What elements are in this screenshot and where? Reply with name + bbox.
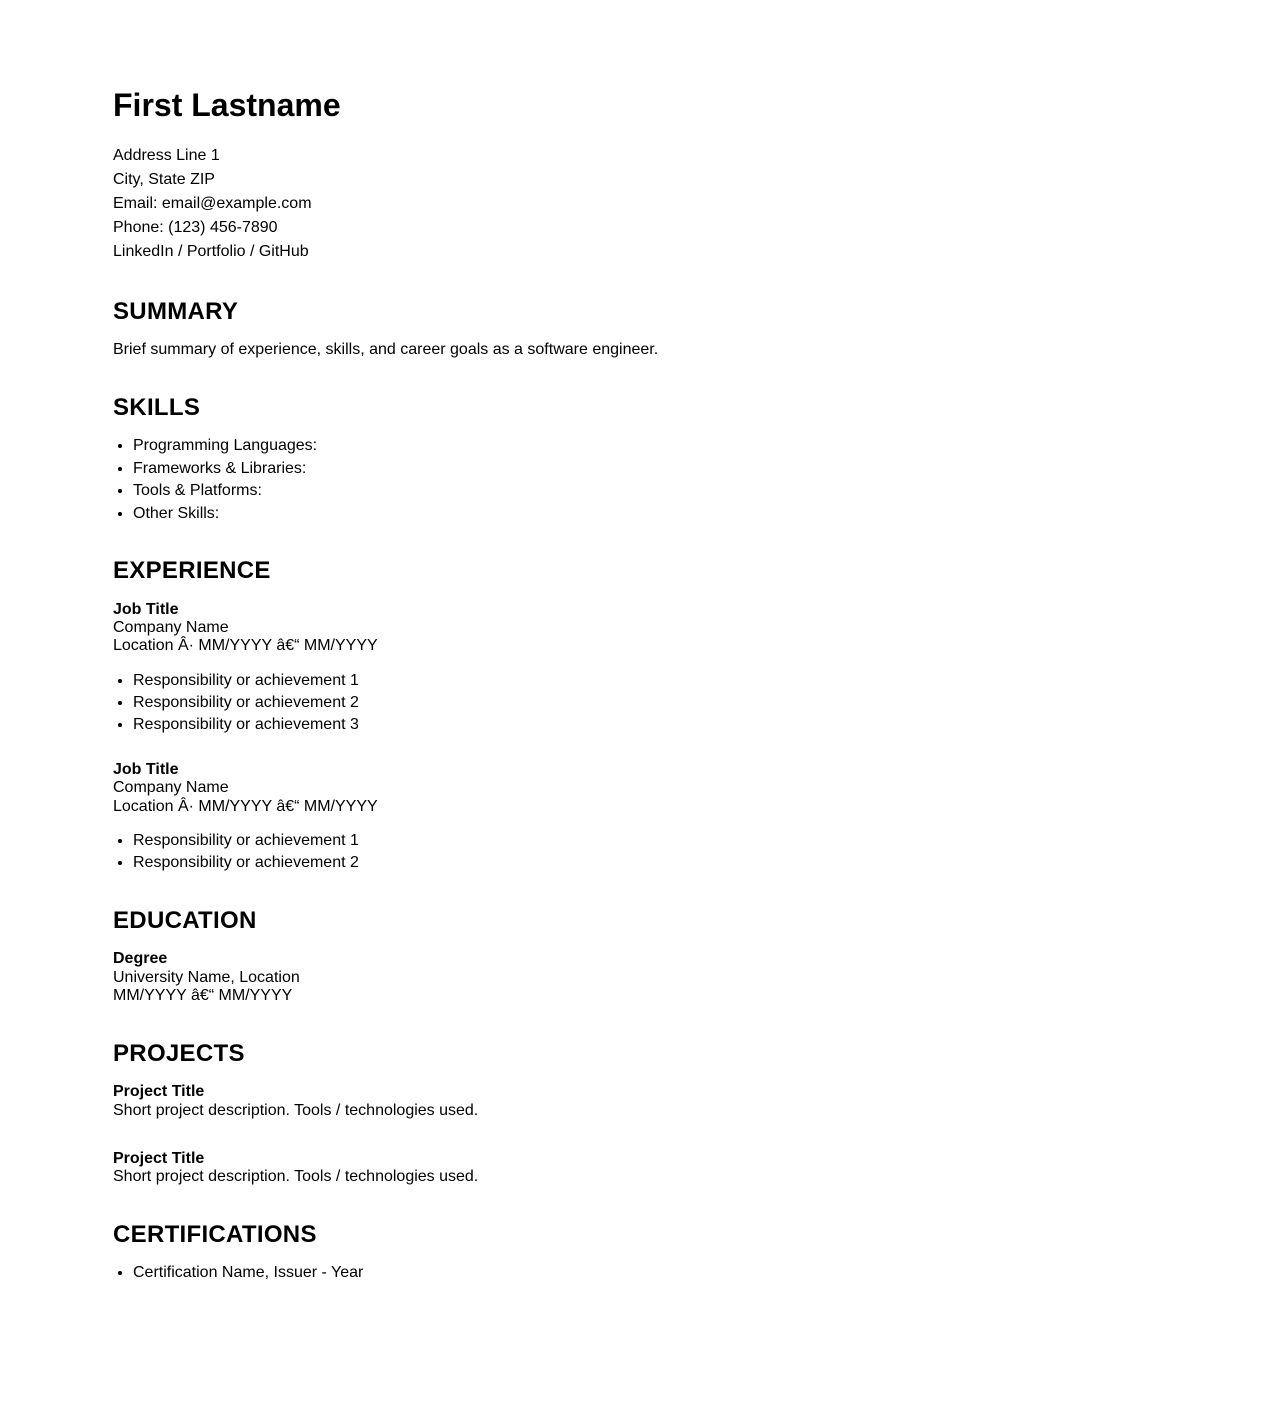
degree-title: Degree	[113, 950, 168, 968]
section-education	[113, 907, 1163, 1006]
company-name: Company Name	[113, 779, 229, 797]
section-projects	[113, 1040, 1163, 1187]
section-experience	[113, 557, 1163, 873]
project-entry	[113, 1083, 1163, 1120]
contact-address-line: Address Line 1	[113, 146, 220, 164]
job-header	[113, 601, 1163, 656]
contact-links: LinkedIn / Portfolio / GitHub	[113, 242, 309, 260]
job-bullet: • Responsibility or achievement 3	[133, 716, 1163, 734]
job-header	[113, 761, 1163, 816]
experience-entry	[113, 761, 1163, 873]
education-dates: MM/YYYY â€“ MM/YYYY	[113, 987, 293, 1005]
summary-heading: SUMMARY	[113, 297, 239, 325]
project-title: Project Title	[113, 1083, 205, 1101]
job-location-dates: Location Â· MM/YYYY â€“ MM/YYYY	[113, 637, 378, 655]
company-name: Company Name	[113, 618, 229, 636]
education-heading: EDUCATION	[113, 906, 257, 934]
skill-item-programming-languages: • Programming Languages:	[133, 437, 1163, 455]
certifications-heading: CERTIFICATIONS	[113, 1220, 317, 1248]
contact-email: Email: email@example.com	[113, 194, 312, 212]
job-bullet: • Responsibility or achievement 1	[133, 672, 1163, 690]
job-bullet: • Responsibility or achievement 1	[133, 832, 1163, 850]
skill-item-tools-platforms: • Tools & Platforms:	[133, 482, 1163, 500]
contact-city-state-zip: City, State ZIP	[113, 170, 215, 188]
education-entry	[113, 950, 1163, 1005]
section-summary	[113, 298, 1163, 360]
certification-item: • Certification Name, Issuer - Year	[133, 1264, 1163, 1282]
projects-heading: PROJECTS	[113, 1039, 245, 1067]
resume-header	[113, 87, 1163, 264]
job-title: Job Title	[113, 600, 179, 618]
project-entry	[113, 1150, 1163, 1187]
contact-phone: Phone: (123) 456-7890	[113, 218, 278, 236]
experience-entry	[113, 601, 1163, 735]
skills-heading: SKILLS	[113, 393, 201, 421]
experience-heading: EXPERIENCE	[113, 556, 271, 584]
summary-text: Brief summary of experience, skills, and career goals as a software engineer.	[113, 341, 659, 359]
skill-item-other-skills: • Other Skills:	[133, 505, 1163, 523]
project-title: Project Title	[113, 1149, 205, 1167]
section-certifications	[113, 1221, 1163, 1283]
job-bullet-list	[113, 832, 1163, 873]
contact-block	[113, 144, 1163, 264]
job-title: Job Title	[113, 760, 179, 778]
skills-list	[113, 437, 1163, 523]
project-description: Short project description. Tools / technologies used.	[113, 1101, 479, 1119]
job-location-dates: Location Â· MM/YYYY â€“ MM/YYYY	[113, 797, 378, 815]
job-bullet-list	[113, 672, 1163, 735]
certifications-list	[113, 1264, 1163, 1282]
project-description: Short project description. Tools / technologies used.	[113, 1168, 479, 1186]
job-bullet: • Responsibility or achievement 2	[133, 854, 1163, 872]
section-skills	[113, 394, 1163, 523]
candidate-name: First Lastname	[113, 87, 341, 123]
skill-item-frameworks-libraries: • Frameworks & Libraries:	[133, 460, 1163, 478]
job-bullet: • Responsibility or achievement 2	[133, 694, 1163, 712]
university-name: University Name, Location	[113, 968, 300, 986]
